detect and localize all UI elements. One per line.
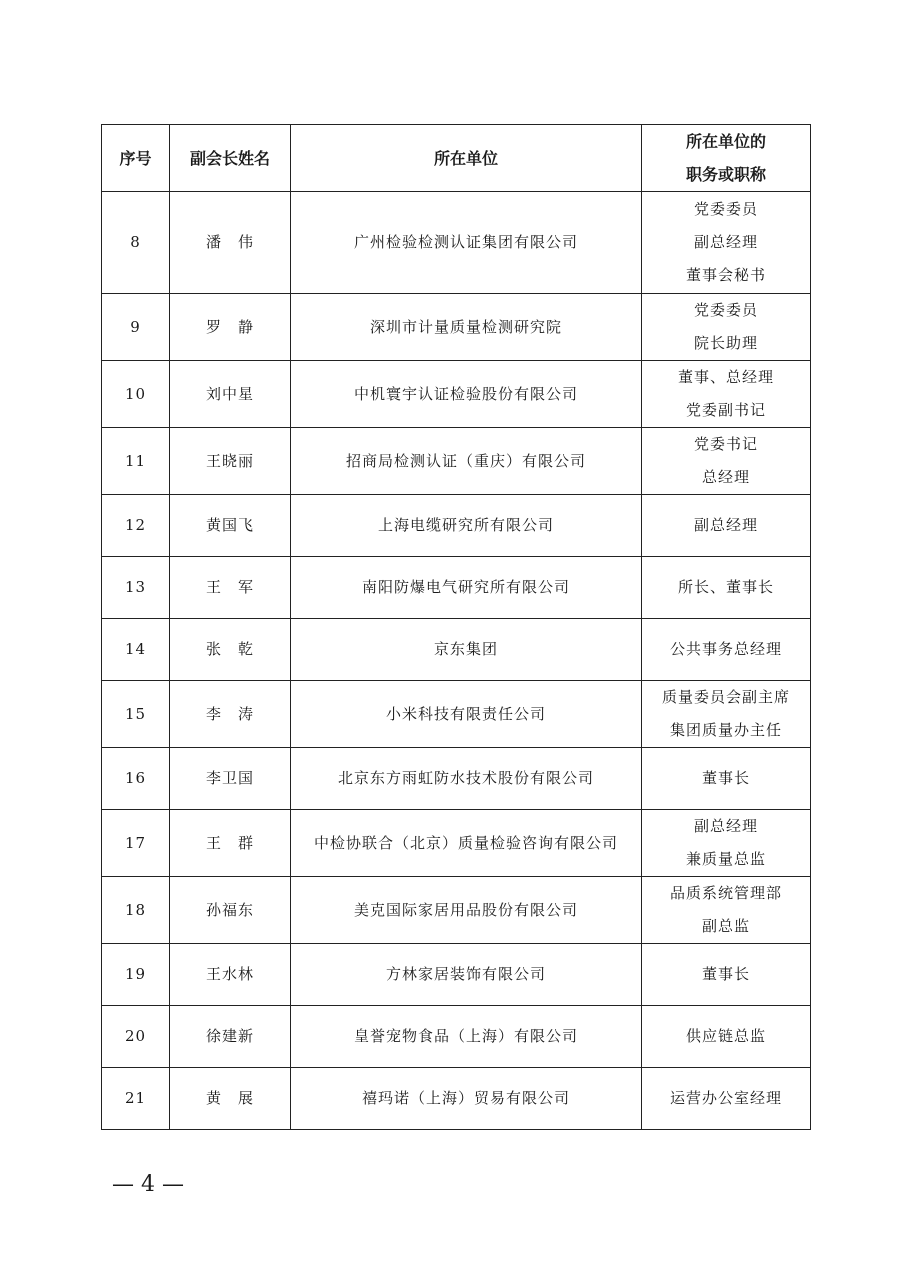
cell-unit: 广州检验检测认证集团有限公司 (291, 192, 642, 294)
cell-title-line: 集团质量办主任 (669, 721, 782, 739)
cell-name: 黄国飞 (170, 495, 291, 557)
cell-title (642, 361, 811, 428)
cell-unit: 中机寰宇认证检验股份有限公司 (291, 361, 642, 428)
cell-title-line: 质量委员会副主席 (661, 688, 790, 706)
cell-title (642, 495, 811, 557)
cell-unit: 中检协联合（北京）质量检验咨询有限公司 (291, 810, 642, 877)
cell-title (642, 1068, 811, 1130)
cell-title (642, 748, 811, 810)
cell-unit: 深圳市计量质量检测研究院 (291, 294, 642, 361)
cell-title (642, 294, 811, 361)
table-row (102, 748, 811, 810)
cell-seq: 18 (102, 877, 170, 944)
header-title-line: 职务或职称 (685, 165, 766, 184)
table-row (102, 428, 811, 495)
cell-title-line: 董事会秘书 (685, 266, 766, 284)
cell-seq: 15 (102, 681, 170, 748)
cell-name: 张 乾 (170, 619, 291, 681)
cell-title-line: 董事长 (701, 769, 750, 787)
cell-title-line: 品质系统管理部 (669, 884, 782, 902)
cell-title-line: 所长、董事长 (677, 578, 774, 596)
cell-unit: 禧玛诺（上海）贸易有限公司 (291, 1068, 642, 1130)
table-row (102, 681, 811, 748)
header-title (642, 125, 811, 192)
cell-title (642, 428, 811, 495)
table-row (102, 557, 811, 619)
cell-title (642, 192, 811, 294)
table-row (102, 619, 811, 681)
cell-title (642, 681, 811, 748)
cell-unit: 北京东方雨虹防水技术股份有限公司 (291, 748, 642, 810)
header-title-line: 所在单位的 (685, 132, 766, 151)
cell-unit: 方林家居装饰有限公司 (291, 944, 642, 1006)
cell-title-line: 党委委员 (693, 301, 758, 319)
cell-seq: 17 (102, 810, 170, 877)
table-row (102, 1068, 811, 1130)
cell-title-line: 党委书记 (693, 435, 758, 453)
cell-title-line: 董事长 (701, 965, 750, 983)
table-row (102, 877, 811, 944)
header-unit: 所在单位 (291, 125, 642, 192)
table-row (102, 810, 811, 877)
cell-title (642, 944, 811, 1006)
table-row (102, 944, 811, 1006)
cell-title (642, 877, 811, 944)
cell-seq: 19 (102, 944, 170, 1006)
cell-seq: 12 (102, 495, 170, 557)
cell-seq: 20 (102, 1006, 170, 1068)
table-row (102, 192, 811, 294)
cell-title-line: 党委副书记 (685, 401, 766, 419)
cell-name: 王 军 (170, 557, 291, 619)
cell-name: 罗 静 (170, 294, 291, 361)
cell-title-line: 副总经理 (693, 516, 758, 534)
cell-unit: 美克国际家居用品股份有限公司 (291, 877, 642, 944)
cell-name: 李卫国 (170, 748, 291, 810)
cell-title-line: 兼质量总监 (685, 850, 766, 868)
cell-unit: 招商局检测认证（重庆）有限公司 (291, 428, 642, 495)
cell-unit: 上海电缆研究所有限公司 (291, 495, 642, 557)
cell-seq: 16 (102, 748, 170, 810)
cell-title (642, 557, 811, 619)
cell-seq: 14 (102, 619, 170, 681)
vice-president-table (101, 124, 811, 1130)
cell-seq: 9 (102, 294, 170, 361)
cell-name: 潘 伟 (170, 192, 291, 294)
table-row (102, 495, 811, 557)
cell-unit: 小米科技有限责任公司 (291, 681, 642, 748)
cell-name: 王水林 (170, 944, 291, 1006)
cell-title (642, 810, 811, 877)
cell-seq: 10 (102, 361, 170, 428)
cell-title-line: 副总经理 (693, 233, 758, 251)
cell-title-line: 院长助理 (693, 334, 758, 352)
cell-title-line: 总经理 (701, 468, 750, 486)
cell-title (642, 1006, 811, 1068)
header-seq: 序号 (102, 125, 170, 192)
cell-unit: 京东集团 (291, 619, 642, 681)
table-body (102, 192, 811, 1130)
cell-name: 李 涛 (170, 681, 291, 748)
cell-title-line: 董事、总经理 (677, 368, 774, 386)
cell-name: 黄 展 (170, 1068, 291, 1130)
cell-name: 王 群 (170, 810, 291, 877)
cell-seq: 13 (102, 557, 170, 619)
cell-seq: 21 (102, 1068, 170, 1130)
header-name: 副会长姓名 (170, 125, 291, 192)
cell-title-line: 公共事务总经理 (669, 640, 782, 658)
cell-title-line: 副总经理 (693, 817, 758, 835)
table-header-row (102, 125, 811, 192)
cell-seq: 8 (102, 192, 170, 294)
cell-name: 王晓丽 (170, 428, 291, 495)
cell-name: 孙福东 (170, 877, 291, 944)
table-row (102, 361, 811, 428)
cell-unit: 南阳防爆电气研究所有限公司 (291, 557, 642, 619)
cell-title-line: 运营办公室经理 (669, 1089, 782, 1107)
cell-title-line: 副总监 (701, 917, 750, 935)
table-row (102, 1006, 811, 1068)
page-number: — 4 — (112, 1172, 184, 1197)
cell-name: 徐建新 (170, 1006, 291, 1068)
cell-title-line: 党委委员 (693, 200, 758, 218)
cell-name: 刘中星 (170, 361, 291, 428)
cell-seq: 11 (102, 428, 170, 495)
table-row (102, 294, 811, 361)
cell-title-line: 供应链总监 (685, 1027, 766, 1045)
cell-title (642, 619, 811, 681)
cell-unit: 皇誉宠物食品（上海）有限公司 (291, 1006, 642, 1068)
